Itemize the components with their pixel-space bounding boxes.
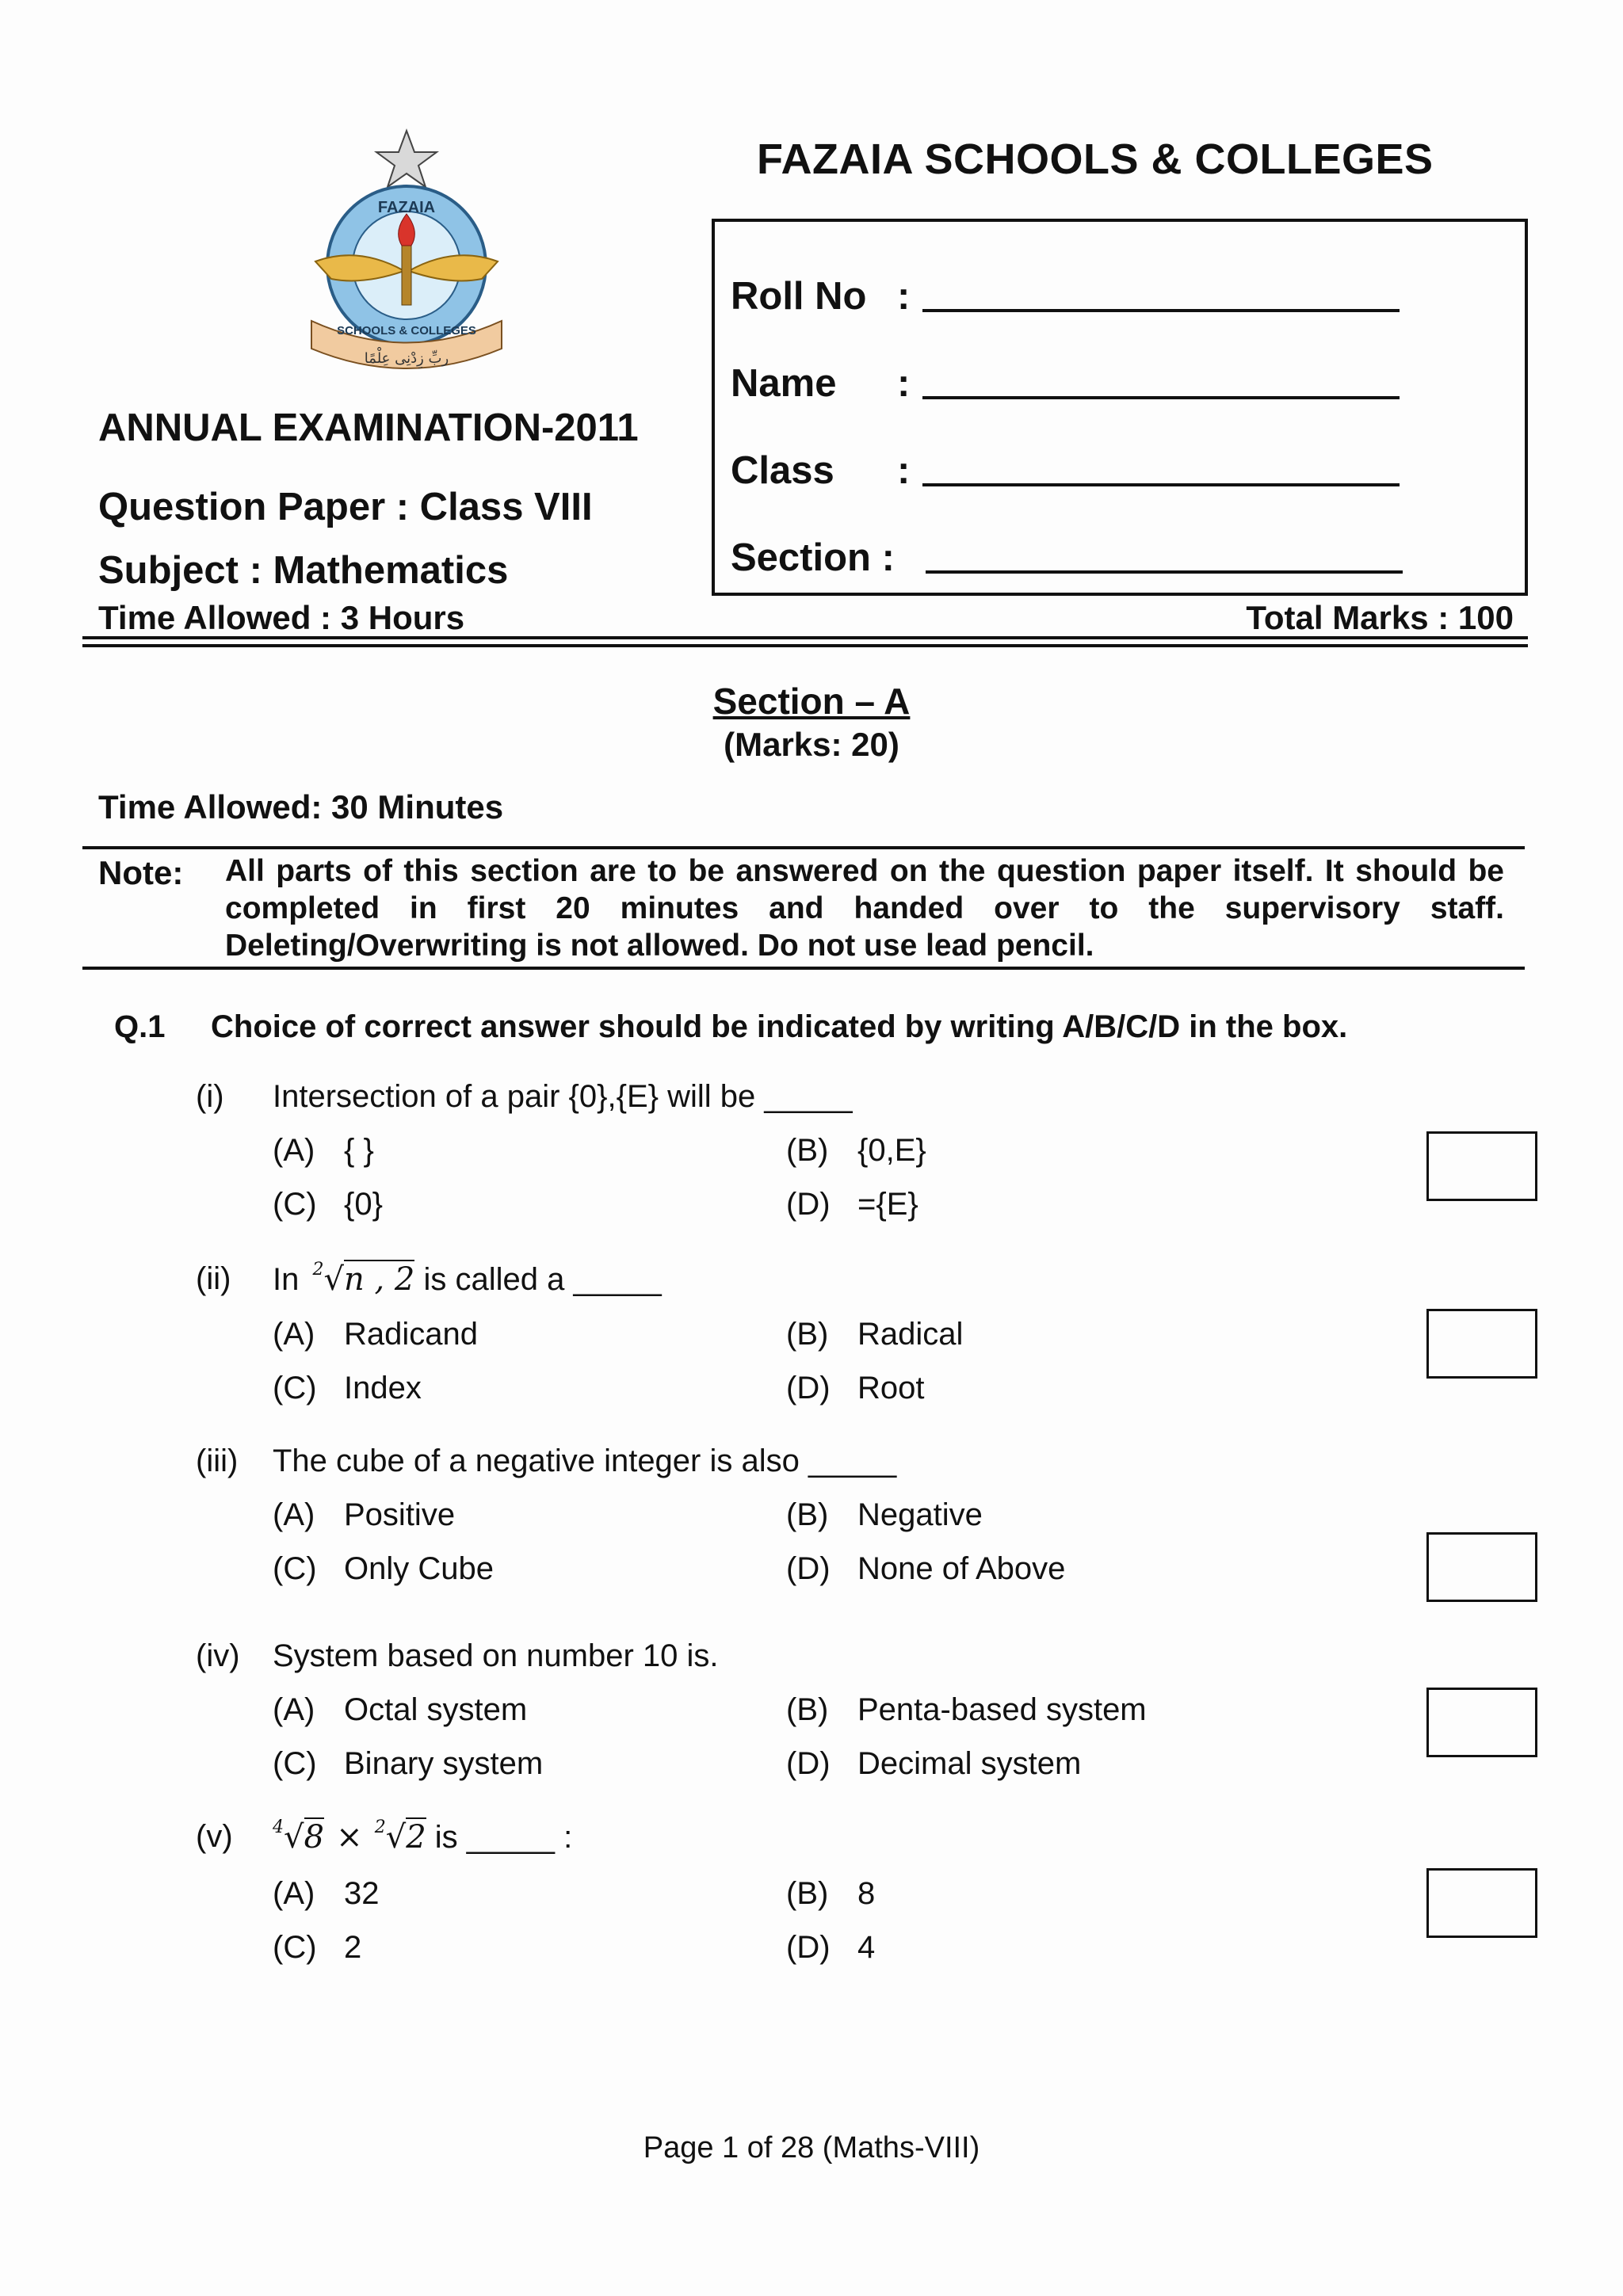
question-paper-class: Question Paper : Class VIII bbox=[98, 486, 593, 528]
exam-title: ANNUAL EXAMINATION-2011 bbox=[98, 406, 639, 449]
mcq-2-number: (ii) bbox=[196, 1261, 231, 1296]
student-info-box bbox=[712, 219, 1528, 596]
section-title: Section – A bbox=[712, 681, 911, 722]
section-marks: (Marks: 20) bbox=[724, 726, 899, 763]
mcq-2-option-b: (B) Radical bbox=[786, 1317, 964, 1352]
mcq-5-option-a: (A) 32 bbox=[273, 1876, 380, 1911]
question-number: Q.1 bbox=[114, 1009, 166, 1044]
mcq-3-text: The cube of a negative integer is also _____ bbox=[273, 1444, 897, 1478]
mcq-2-answer-box[interactable] bbox=[1426, 1309, 1537, 1379]
section-blank[interactable] bbox=[926, 570, 1403, 574]
mcq-3-option-d: (D) None of Above bbox=[786, 1551, 1066, 1586]
name-blank[interactable] bbox=[922, 396, 1400, 399]
page-footer: Page 1 of 28 (Maths-VIII) bbox=[643, 2131, 980, 2164]
class-blank[interactable] bbox=[922, 483, 1400, 486]
mcq-1-option-b: (B) {0,E} bbox=[786, 1133, 926, 1168]
mcq-3-option-c: (C) Only Cube bbox=[273, 1551, 494, 1586]
mcq-2-text: In 2 √n , 2 is called a _____ bbox=[273, 1260, 662, 1298]
logo-bottom-text: SCHOOLS & COLLEGES bbox=[337, 324, 476, 338]
mcq-5-answer-box[interactable] bbox=[1426, 1868, 1537, 1938]
note-divider-bottom bbox=[82, 967, 1525, 970]
total-marks: Total Marks : 100 bbox=[1246, 599, 1514, 636]
section-time-allowed: Time Allowed: 30 Minutes bbox=[98, 788, 504, 826]
roll-no-label: Roll No bbox=[731, 275, 867, 318]
mcq-4-option-a: (A) Octal system bbox=[273, 1692, 528, 1727]
note-label: Note: bbox=[98, 854, 184, 891]
class-label: Class bbox=[731, 449, 834, 492]
mcq-1-text: Intersection of a pair {0},{E} will be _____ bbox=[273, 1079, 853, 1114]
mcq-1-answer-box[interactable] bbox=[1426, 1131, 1537, 1201]
mcq-5-number: (v) bbox=[196, 1819, 233, 1854]
mcq-4-text: System based on number 10 is. bbox=[273, 1638, 719, 1673]
note-text: All parts of this section are to be answered on the question paper itself. It should be completed in first 20 minutes and handed over to the supervisory staff. Deleting/Overwriting is not allowed. Do not use lead pencil. bbox=[225, 854, 1504, 963]
subject: Subject : Mathematics bbox=[98, 549, 509, 592]
logo-top-text: FAZAIA bbox=[377, 199, 436, 216]
mcq-5-option-d: (D) 4 bbox=[786, 1930, 876, 1965]
school-logo bbox=[300, 127, 514, 388]
mcq-2-option-a: (A) Radicand bbox=[273, 1317, 479, 1352]
mcq-2-option-d: (D) Root bbox=[786, 1371, 925, 1405]
mcq-1-option-c: (C) {0} bbox=[273, 1187, 383, 1222]
logo-motto: ربِّ زِدْنِی عِلْمًا bbox=[364, 350, 449, 367]
roll-no-blank[interactable] bbox=[922, 309, 1400, 312]
name-label: Name bbox=[731, 362, 837, 405]
mcq-4-option-d: (D) Decimal system bbox=[786, 1746, 1082, 1781]
mcq-4-option-b: (B) Penta-based system bbox=[786, 1692, 1147, 1727]
school-name: FAZAIA SCHOOLS & COLLEGES bbox=[757, 135, 1434, 183]
mcq-3-option-b: (B) Negative bbox=[786, 1497, 983, 1532]
mcq-5-option-c: (C) 2 bbox=[273, 1930, 362, 1965]
mcq-4-answer-box[interactable] bbox=[1426, 1688, 1537, 1757]
note-divider-top bbox=[82, 846, 1525, 849]
mcq-4-option-c: (C) Binary system bbox=[273, 1746, 544, 1781]
mcq-2-option-c: (C) Index bbox=[273, 1371, 422, 1405]
question-instruction: Choice of correct answer should be indicated by writing A/B/C/D in the box. bbox=[211, 1009, 1348, 1044]
mcq-3-option-a: (A) Positive bbox=[273, 1497, 456, 1532]
mcq-3-answer-box[interactable] bbox=[1426, 1532, 1537, 1602]
header-divider-bottom bbox=[82, 644, 1528, 647]
time-allowed: Time Allowed : 3 Hours bbox=[98, 599, 465, 636]
header-divider-top bbox=[82, 636, 1528, 639]
mcq-1-number: (i) bbox=[196, 1079, 224, 1114]
mcq-5-option-b: (B) 8 bbox=[786, 1876, 876, 1911]
section-field[interactable] bbox=[731, 536, 921, 580]
name-field[interactable]: Name : bbox=[731, 361, 921, 406]
mcq-4-number: (iv) bbox=[196, 1638, 240, 1673]
class-field[interactable]: Class : bbox=[731, 448, 921, 493]
mcq-1-option-a: (A) { } bbox=[273, 1133, 374, 1168]
mcq-5-text: 4 √8 × 2 √2 is _____ : bbox=[273, 1817, 573, 1855]
mcq-3-number: (iii) bbox=[196, 1444, 239, 1478]
section-label: Section : bbox=[731, 536, 895, 579]
roll-no-field[interactable]: Roll No : bbox=[731, 274, 921, 318]
mcq-1-option-d: (D) ={E} bbox=[786, 1187, 918, 1222]
